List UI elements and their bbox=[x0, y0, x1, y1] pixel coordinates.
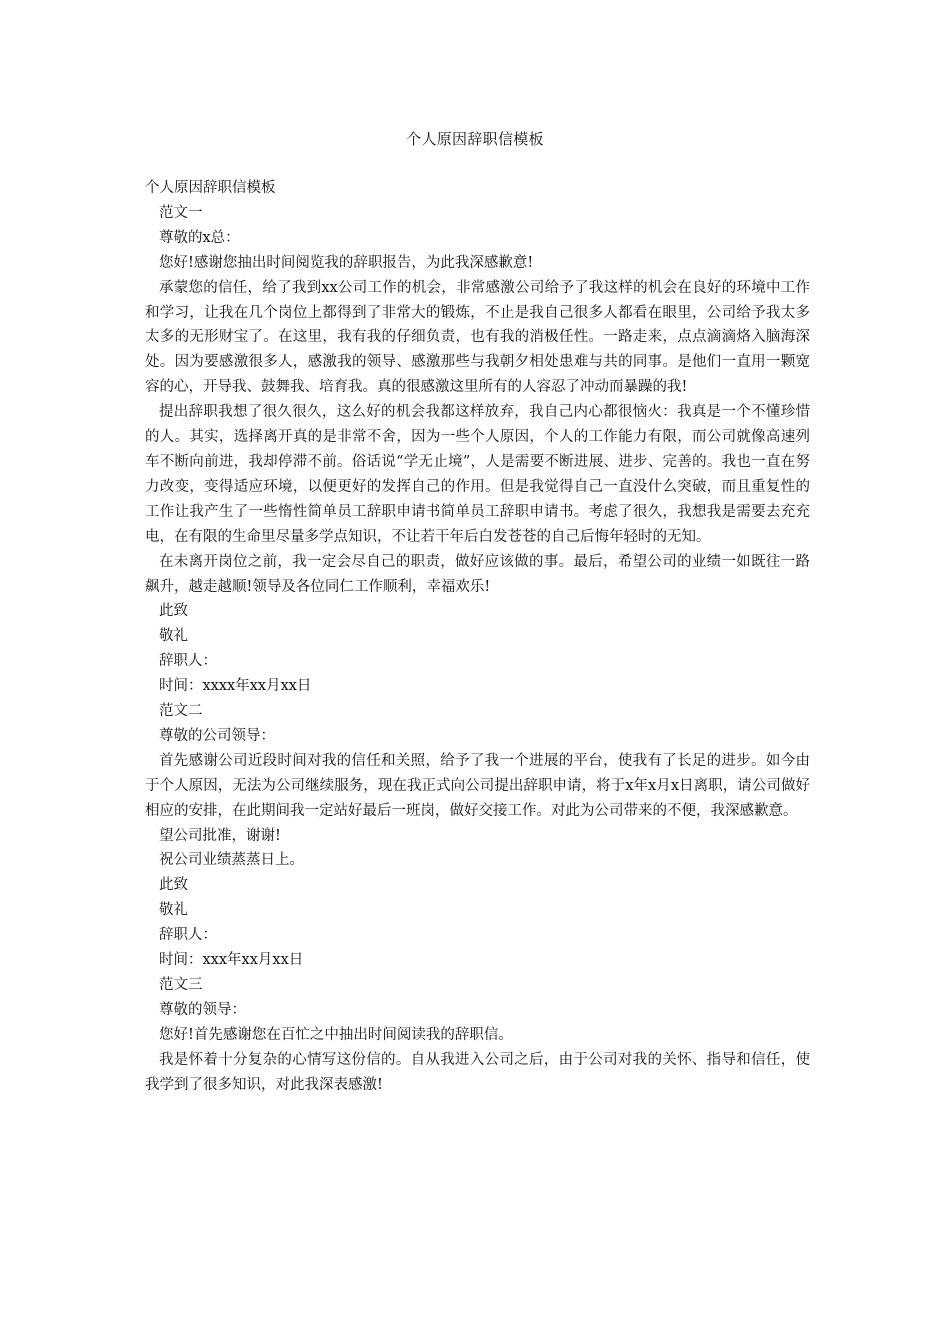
paragraph: 祝公司业绩蒸蒸日上。 bbox=[159, 852, 304, 869]
paragraph: 提出辞职我想了很久很久，这么好的机会我都这样放弃，我自己内心都很恼火：我真是一个不懂珍惜的人。其实，选择离开真的是非常不舍，因为一些个人原因，个人的工作能力有限，而公司就像高速列车不断向前进，我却停滞不前。俗话说“学无止境”，人是需要不断进展、进步、完善的。我也一直在努力改变，变得适应环境，以便更好的发挥自己的作用。但是我觉得自己一直没什么突破，而且重复性的工作让我产生了一些惰性简单员工辞职申请书简单员工辞职申请书。考虑了很久，我想我是需要去充充电，在有限的生命里尽量多学点知识，不让若干年后白发苍苍的自己后悔年轻时的无知。 bbox=[145, 404, 810, 545]
salutation: 尊敬的领导： bbox=[159, 1001, 246, 1018]
sample-one-label: 范文一 bbox=[159, 204, 203, 221]
date-line: 时间：xxxx年xx月xx日 bbox=[159, 678, 312, 695]
paragraph: 望公司批准，谢谢! bbox=[159, 827, 281, 844]
closing-line: 敬礼 bbox=[159, 902, 188, 919]
document-body bbox=[145, 176, 810, 1098]
sample-three-label: 范文三 bbox=[159, 977, 203, 993]
closing-line: 敬礼 bbox=[159, 628, 188, 645]
closing-line: 此致 bbox=[159, 877, 188, 894]
sample-two-label: 范文二 bbox=[159, 703, 203, 720]
document-title: 个人原因辞职信模板 bbox=[406, 130, 544, 148]
paragraph: 您好!感谢您抽出时间阅览我的辞职报告，为此我深感歉意! bbox=[159, 254, 534, 271]
salutation: 尊敬的公司领导： bbox=[159, 727, 275, 744]
closing-line: 此致 bbox=[159, 603, 188, 620]
paragraph: 在未离开岗位之前，我一定会尽自己的职责，做好应该做的事。最后，希望公司的业绩一如既往一路飙升，越走越顺!领导及各位同仁工作顺利，幸福欢乐! bbox=[145, 553, 810, 595]
signature-line: 辞职人： bbox=[159, 653, 217, 670]
salutation: 尊敬的x总： bbox=[159, 229, 240, 246]
signature-line: 辞职人： bbox=[159, 927, 217, 944]
body-heading: 个人原因辞职信模板 bbox=[145, 180, 276, 196]
paragraph: 首先感谢公司近段时间对我的信任和关照，给予了我一个进展的平台，使我有了长足的进步。如今由于个人原因，无法为公司继续服务，现在我正式向公司提出辞职申请，将于x年x月x日离职，请公司做好相应的安排，在此期间我一定站好最后一班岗，做好交接工作。对此为公司带来的不便，我深感歉意。 bbox=[145, 752, 810, 819]
date-line: 时间：xxx年xx月xx日 bbox=[159, 952, 304, 969]
paragraph: 我是怀着十分复杂的心情写这份信的。自从我进入公司之后，由于公司对我的关怀、指导和信任，使我学到了很多知识，对此我深表感激! bbox=[145, 1051, 810, 1093]
paragraph: 您好!首先感谢您在百忙之中抽出时间阅读我的辞职信。 bbox=[159, 1026, 513, 1043]
paragraph: 承蒙您的信任，给了我到xx公司工作的机会，非常感激公司给予了我这样的机会在良好的环境中工作和学习，让我在几个岗位上都得到了非常大的锻炼，不止是我自己很多人都看在眼里，公司给予我太多太多的无形财宝了。在这里，我有我的仔细负责，也有我的消极任性。一路走来，点点滴滴烙入脑海深处。因为要感激很多人，感激我的领导、感激那些与我朝夕相处患难与共的同事。是他们一直用一颗宽容的心，开导我、鼓舞我、培育我。真的很感激这里所有的人容忍了冲动而暴躁的我! bbox=[145, 279, 810, 396]
